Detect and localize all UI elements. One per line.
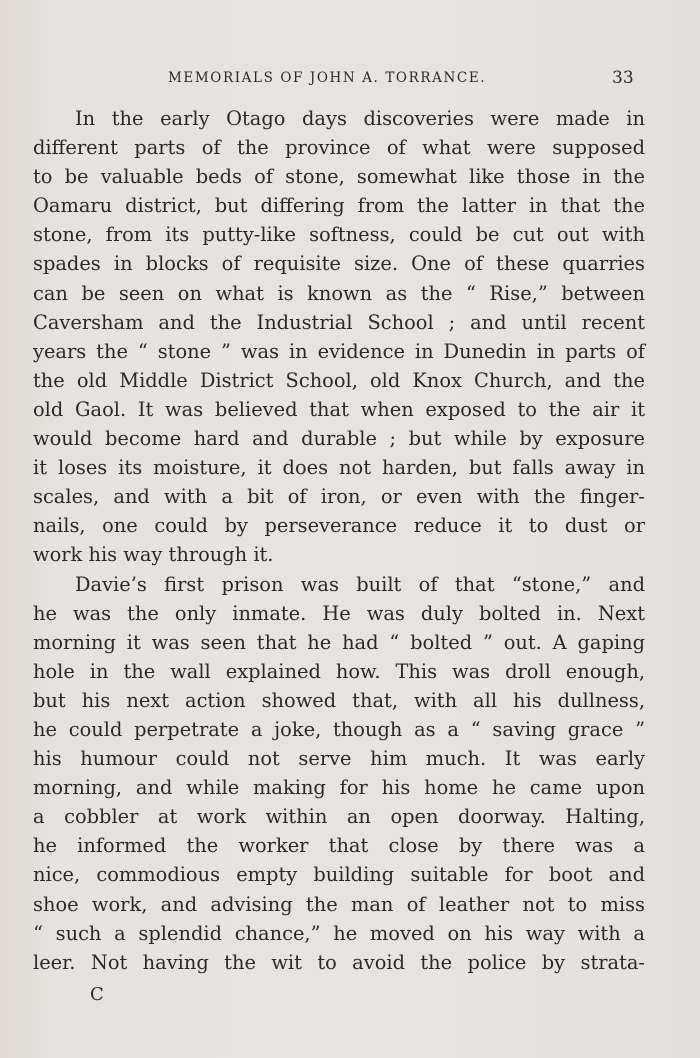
text-line: can be seen on what is known as the “ Rise,” between <box>33 281 645 305</box>
text-line: Caversham and the Industrial School ; and until recent <box>33 310 645 334</box>
text-line: work his way through it. <box>33 543 274 567</box>
text-line: shoe work, and advising the man of leather not to miss <box>33 892 645 916</box>
text-line: In the early Otago days discoveries were made in <box>75 107 645 130</box>
body-text <box>33 104 645 977</box>
text-line: would become hard and durable ; but while by exposure <box>33 427 645 451</box>
text-line: morning it was seen that he had “ bolted ” out. A gaping <box>33 630 645 654</box>
text-line: he informed the worker that close by there was a <box>33 834 645 858</box>
text-line: he could perpetrate a joke, though as a “ saving grace ” <box>33 717 645 741</box>
running-title: MEMORIALS OF JOHN A. TORRANCE. <box>168 70 487 86</box>
running-head <box>0 68 700 92</box>
text-line: old Gaol. It was believed that when exposed to the air it <box>33 397 645 421</box>
text-line: different parts of the province of what were supposed <box>33 136 645 160</box>
text-line: leer. Not having the wit to avoid the police by strata- <box>33 950 645 974</box>
text-line: nails, one could by perseverance reduce it to dust or <box>33 514 645 538</box>
text-line: a cobbler at work within an open doorway. Halting, <box>33 805 645 829</box>
text-line: but his next action showed that, with all his dullness, <box>33 688 645 712</box>
text-line: “ such a splendid chance,” he moved on his way with a <box>33 921 645 945</box>
text-line: morning, and while making for his home he came upon <box>33 776 645 800</box>
text-line: Davie’s first prison was built of that “stone,” and <box>75 572 645 596</box>
text-line: the old Middle District School, old Knox Church, and the <box>33 368 645 392</box>
text-line: nice, commodious empty building suitable for boot and <box>33 863 645 887</box>
text-line: years the “ stone ” was in evidence in Dunedin in parts of <box>33 339 645 363</box>
text-line: his humour could not serve him much. It was early <box>33 747 645 771</box>
signature-mark: C <box>90 984 104 1005</box>
text-line: stone, from its putty-like softness, could be cut out with <box>33 223 645 247</box>
text-line: hole in the wall explained how. This was droll enough, <box>33 659 645 683</box>
text-line: it loses its moisture, it does not harden, but falls away in <box>33 456 645 480</box>
text-line: he was the only inmate. He was duly bolted in. Next <box>33 601 645 625</box>
page-number: 33 <box>612 68 634 88</box>
text-line: Oamaru district, but differing from the latter in that the <box>33 194 645 218</box>
text-line: to be valuable beds of stone, somewhat like those in the <box>33 165 645 189</box>
text-line: scales, and with a bit of iron, or even with the finger- <box>33 485 645 509</box>
text-line: spades in blocks of requisite size. One of these quarries <box>33 252 645 276</box>
